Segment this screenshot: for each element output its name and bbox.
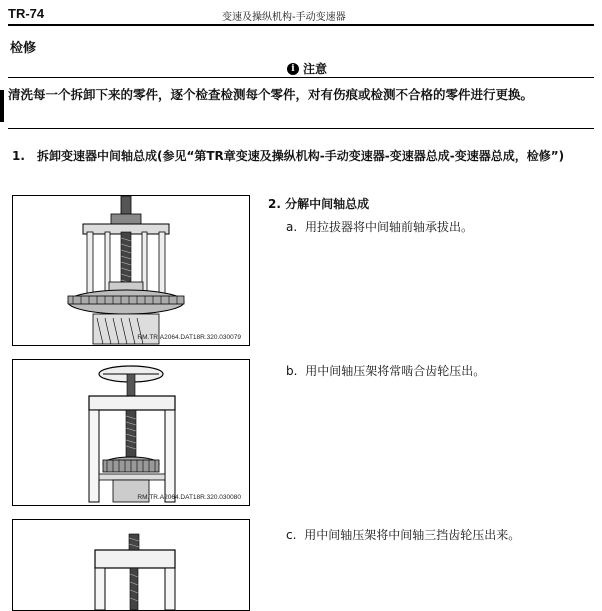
substep-b-text: 用中间轴压架将常啮合齿轮压出。 xyxy=(305,364,486,378)
page-header-title: 变速及操纵机构-手动变速器 xyxy=(222,12,346,23)
figure-caption: RM.TR.A2064.DAT18R.320.030080 xyxy=(137,494,241,501)
gear-press-illustration xyxy=(13,360,249,505)
notice-label: 注意 xyxy=(303,62,328,76)
substep-a-label: a. xyxy=(286,220,298,234)
substep-a-text: 用拉拔器将中间轴前轴承拔出。 xyxy=(305,220,474,234)
info-icon: i xyxy=(287,63,299,75)
notice-top-rule xyxy=(8,77,594,78)
step-2-number: 2. xyxy=(268,197,281,211)
header-rule xyxy=(8,24,594,26)
substep-c-label: c. xyxy=(286,528,297,542)
figure-press-third-gear xyxy=(12,519,250,611)
substep-c-text: 用中间轴压架将中间轴三挡齿轮压出来。 xyxy=(304,528,521,542)
figure-bearing-puller xyxy=(12,195,250,346)
third-gear-press-illustration xyxy=(13,520,249,610)
step-1-text: 拆卸变速器中间轴总成(参见“第TR章变速及操纵机构-手动变速器-变速器总成-变速器总成，检修”) xyxy=(37,149,565,163)
figure-press-constant-mesh-gear xyxy=(12,359,250,506)
step-1 xyxy=(12,146,587,166)
notice-text: 清洗每一个拆卸下来的零件，逐个检查检测每个零件，对有伤痕或检测不合格的零件进行更换。 xyxy=(8,87,534,102)
notice-side-bar xyxy=(0,90,4,122)
page-id: TR-74 xyxy=(8,6,45,21)
notice-bottom-rule xyxy=(8,128,594,129)
step-2-text: 分解中间轴总成 xyxy=(285,197,370,211)
substep-c xyxy=(286,526,520,543)
figure-caption: RM.TR.A2064.DAT18R.320.030079 xyxy=(137,334,241,341)
bearing-puller-illustration xyxy=(13,196,249,345)
notice-heading xyxy=(287,60,327,77)
step-2 xyxy=(268,195,369,212)
section-title: 检修 xyxy=(10,41,37,56)
substep-b xyxy=(286,362,485,379)
step-1-number: 1. xyxy=(12,149,25,163)
substep-b-label: b. xyxy=(286,364,298,378)
substep-a xyxy=(286,218,473,235)
